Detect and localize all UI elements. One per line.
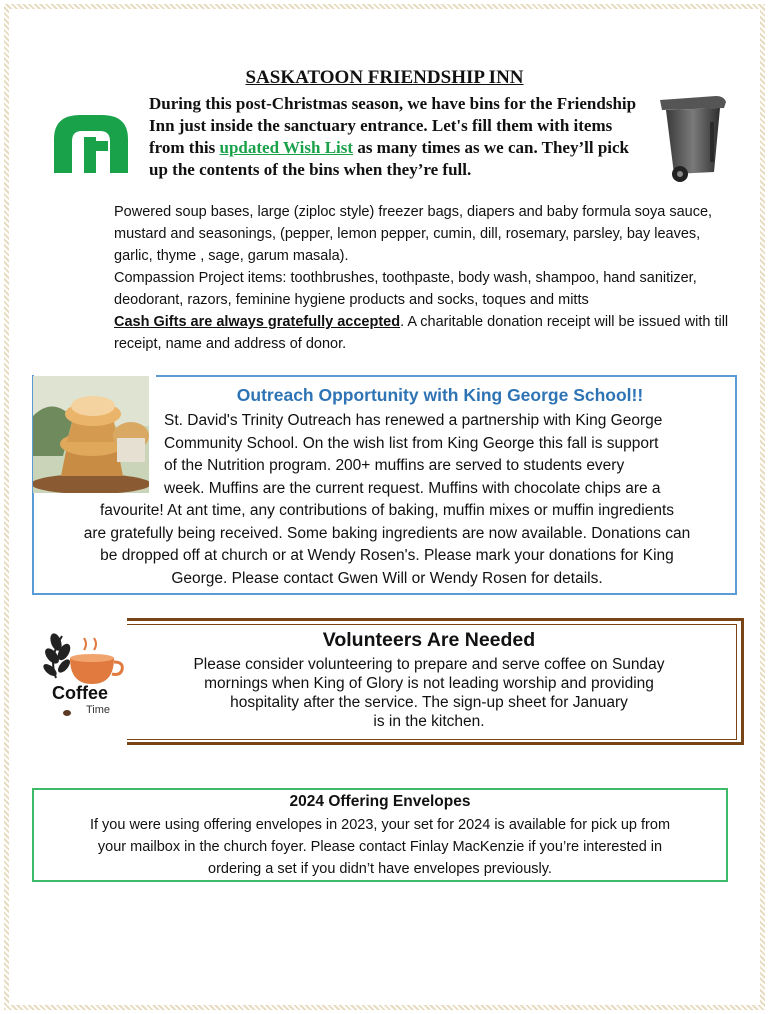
outreach-title: Outreach Opportunity with King George School!! — [236, 385, 644, 405]
envelopes-line: ordering a set if you didn’t have envelopes previously. — [208, 861, 552, 877]
volunteers-line: mornings when King of Glory is not leading worship and providing — [204, 675, 654, 692]
items-list: Powered soup bases, large (ziploc style) freezer bags, diapers and baby formula soya sauce, mustard and seasonings, (pepper, lemon pepper, cumin, dill, rosemary, parsley, bay leaves, garlic, thyme , sage, garum masala). — [114, 204, 713, 264]
outreach-line: week. Muffins are the current request. Muffins with chocolate chips are a — [164, 479, 661, 497]
intro-text-after: as many times as we can. They’ll pick up the contents of the bins when they’re full. — [149, 138, 630, 179]
volunteers-line: is in the kitchen. — [373, 713, 485, 730]
cash-gifts-rest: . A charitable donation receipt will be issued with till receipt, name and address of donor. — [114, 314, 729, 352]
envelopes-line: your mailbox in the church foyer. Please contact Finlay MacKenzie if you’re interested in — [97, 839, 663, 855]
volunteers-title: Volunteers Are Needed — [322, 629, 536, 651]
coffee-time-logo — [40, 628, 132, 720]
friendship-inn-body — [114, 201, 729, 355]
outreach-line: favourite! At ant time, any contributions of baking, muffin mixes or muffin ingredients — [99, 502, 675, 519]
wish-list-link[interactable]: updated Wish List — [219, 138, 354, 157]
friendship-inn-title: SASKATOON FRIENDSHIP INN — [245, 67, 524, 88]
outreach-line: of the Nutrition program. 200+ muffins are served to students every — [164, 457, 625, 474]
outreach-line: George. Please contact Gwen Will or Wendy Rosen for details. — [171, 569, 603, 587]
cash-gifts-label: Cash Gifts are always gratefully accepted — [114, 314, 401, 330]
coffee-logo-word: Coffee — [52, 683, 109, 703]
envelopes-body — [36, 814, 724, 880]
envelopes-line: If you were using offering envelopes in 2023, your set for 2024 is available for pick up from — [89, 817, 671, 833]
outreach-line: Community School. On the wish list from King George this fall is support — [164, 434, 659, 452]
friendship-inn-logo-icon — [50, 111, 132, 173]
outreach-line: be dropped off at church or at Wendy Rosen's. Please mark your donations for King — [100, 547, 674, 564]
envelopes-title: 2024 Offering Envelopes — [289, 793, 471, 810]
outreach-line: St. David's Trinity Outreach has renewed a partnership with King George — [164, 412, 663, 429]
garbage-bin-icon — [654, 92, 730, 184]
volunteers-line: Please consider volunteering to prepare and serve coffee on Sunday — [193, 656, 665, 673]
volunteers-line: hospitality after the service. The sign-up sheet for January — [230, 694, 628, 711]
outreach-body — [42, 410, 732, 590]
coffee-logo-sub: Time — [86, 704, 111, 716]
cash-gifts-paragraph — [114, 311, 729, 355]
compassion-items: Compassion Project items: toothbrushes, toothpaste, body wash, shampoo, hand sanitizer, deodorant, razors, feminine hygiene products and socks, toques and mitts — [114, 270, 697, 308]
outreach-line: are gratefully being received. Some baking ingredients are now available. Donations can — [83, 524, 691, 542]
friendship-inn-intro — [149, 93, 644, 181]
volunteers-body — [129, 655, 729, 731]
intro-text-before: During this post-Christmas season, we have bins for the Friendship Inn just inside the sanctuary entrance. Let's fill them with items from this — [149, 94, 637, 157]
